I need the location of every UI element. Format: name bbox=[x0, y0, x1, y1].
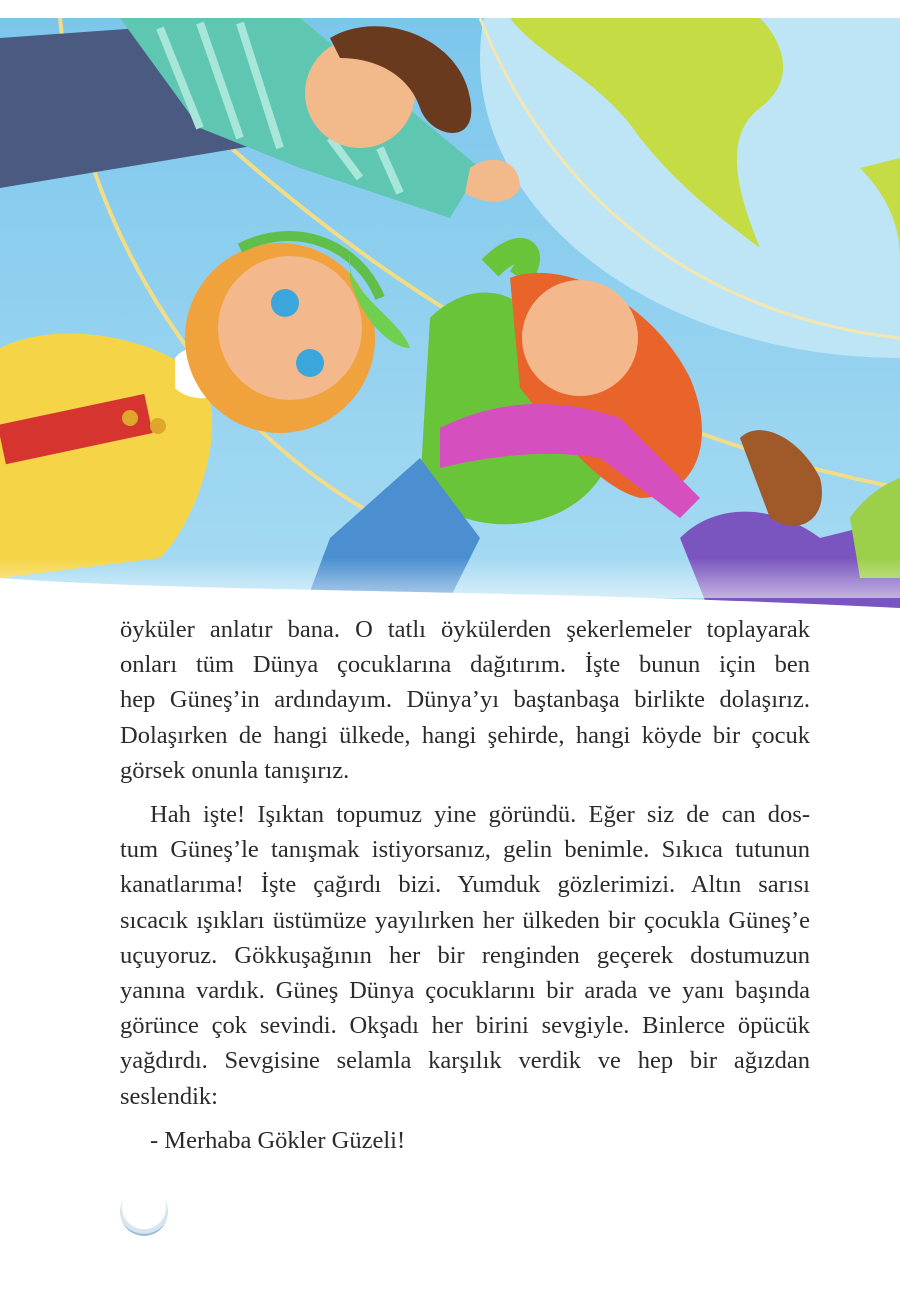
text-line: öyküler anlatır bana. O tatlı öykülerden şekerlemeler toplayarak bbox=[120, 616, 810, 643]
page-number-disc bbox=[120, 1200, 168, 1236]
text-line: seslendik: bbox=[120, 1082, 218, 1110]
text-line: tum Güneş’le tanışmak istiyorsanız, gelin benimle. Sıkıca tutunun bbox=[120, 836, 810, 864]
text-line: Dolaşırken de hangi ülkede, hangi şehirde, hangi köyde bir çocuk bbox=[120, 721, 810, 749]
text-line: onları tüm Dünya çocuklarına dağıtırım. İşte bunun için ben bbox=[120, 651, 810, 679]
paragraph-main bbox=[120, 797, 810, 1114]
paragraph-continuation bbox=[120, 612, 810, 788]
text-line: sıcacık ışıkları üstümüze yayılırken her ülkeden bir çocukla Güneş’e bbox=[120, 906, 810, 934]
text-line: görsek onunla tanışırız. bbox=[120, 756, 350, 784]
text-line: yanına vardık. Güneş Dünya çocuklarını bir arada ve yanı başında bbox=[120, 977, 810, 1005]
text-line: Hah işte! Işıktan topumuz yine göründü. Eğer siz de can dos- bbox=[150, 801, 810, 829]
text-line: yağdırdı. Sevgisine selamla karşılık verdik ve hep bir ağızdan bbox=[120, 1047, 810, 1075]
story-text bbox=[120, 612, 810, 1158]
page-number-disc-icon bbox=[120, 1200, 172, 1252]
children-globe-illustration-icon bbox=[0, 18, 900, 638]
text-line: uçuyoruz. Gökkuşağının her bir renginden geçerek dostumuzun bbox=[120, 941, 810, 969]
text-line: görünce çok sevindi. Okşadı her birini sevgiyle. Binlerce öpücük bbox=[120, 1012, 810, 1040]
illustration bbox=[0, 18, 900, 638]
text-line: kanatlarıma! İşte çağırdı bizi. Yumduk gözlerimizi. Altın sarısı bbox=[120, 871, 810, 899]
greeting-line: - Merhaba Gökler Güzeli! bbox=[150, 1126, 406, 1154]
text-line: hep Güneş’in ardındayım. Dünya’yı baştanbaşa birlikte dolaşırız. bbox=[120, 686, 810, 714]
